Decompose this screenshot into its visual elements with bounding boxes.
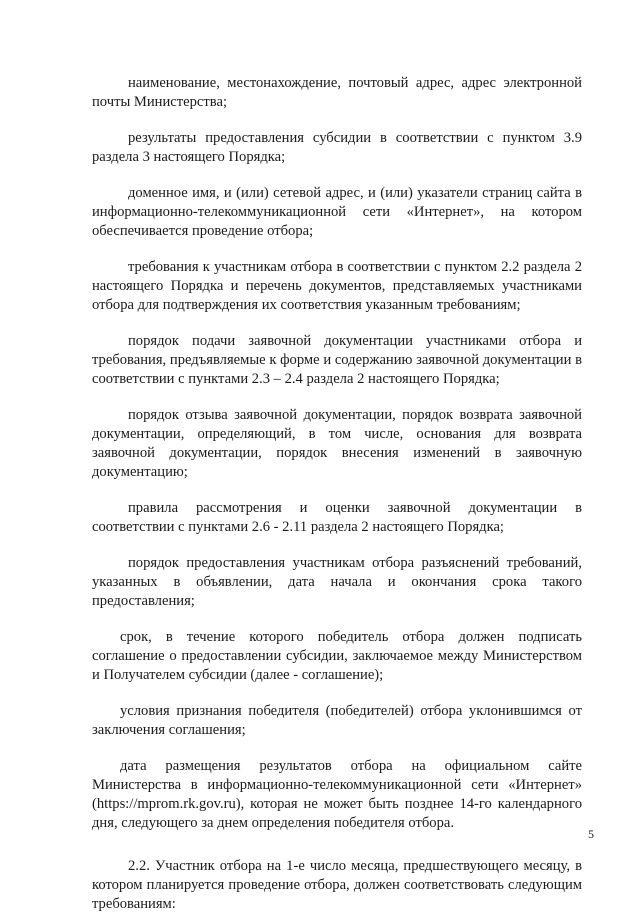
- paragraph-evasion-conditions: условия признания победителя (победителей) отбора уклонившимся от заключения соглашения;: [92, 703, 582, 738]
- paragraph-subsidy-results: результаты предоставления субсидии в соответствии с пунктом 3.9 раздела 3 настоящего Порядка;: [92, 130, 582, 165]
- paragraph-domain-name: доменное имя, и (или) сетевой адрес, и (или) указатели страниц сайта в информационно-телекоммуникационной сети «Интернет», на котором обеспечивается проведение отбора;: [92, 185, 582, 239]
- paragraph-evaluation-rules: правила рассмотрения и оценки заявочной документации в соответствии с пунктами 2.6 - 2.11 раздела 2 настоящего Порядка;: [92, 500, 582, 535]
- paragraph-section-2-2: 2.2. Участник отбора на 1-е число месяца, предшествующего месяцу, в котором планируется проведение отбора, должен соответствовать следующим требованиям:: [92, 858, 582, 912]
- paragraph-withdrawal-procedure: порядок отзыва заявочной документации, порядок возврата заявочной документации, определяющий, в том числе, основания для возврата заявочной документации, порядок внесения изменений в заявочную документацию;: [92, 407, 582, 480]
- paragraph-participant-requirements: требования к участникам отбора в соответствии с пунктом 2.2 раздела 2 настоящего Порядка и перечень документов, представляемых участниками отбора для подтверждения их соответствия указанным требованиям;: [92, 259, 582, 313]
- page-number: 5: [588, 827, 594, 841]
- paragraph-signing-deadline: срок, в течение которого победитель отбора должен подписать соглашение о предоставлении субсидии, заключаемое между Министерством и Получателем субсидии (далее - соглашение);: [92, 629, 582, 683]
- paragraph-results-publication: дата размещения результатов отбора на официальном сайте Министерства в информационно-телекоммуникационной сети «Интернет» (https://mprom.rk.gov.ru), которая не может быть позднее 14-го календарного дня, следующего за днем определения победителя отбора.: [92, 758, 582, 831]
- paragraph-submission-procedure: порядок подачи заявочной документации участниками отбора и требования, предъявляемые к форме и содержанию заявочной документации в соответствии с пунктами 2.3 – 2.4 раздела 2 настоящего Порядка;: [92, 333, 582, 387]
- paragraph-clarifications: порядок предоставления участникам отбора разъяснений требований, указанных в объявлении, дата начала и окончания срока такого предоставления;: [92, 555, 582, 609]
- paragraph-name-location: наименование, местонахождение, почтовый адрес, адрес электронной почты Министерства;: [92, 75, 582, 110]
